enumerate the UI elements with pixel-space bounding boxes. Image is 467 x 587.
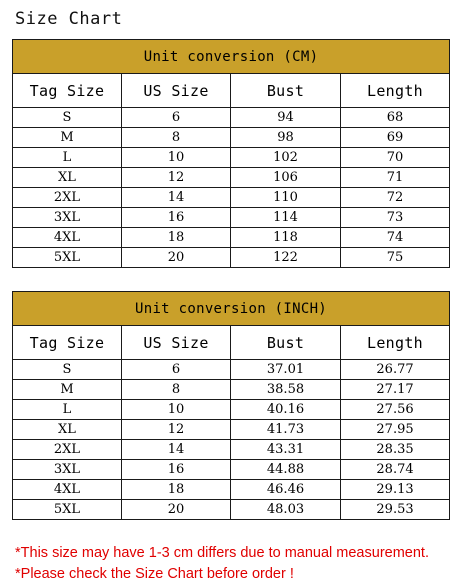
bust-cell: 43.31: [231, 440, 341, 460]
tag-size-cell: 4XL: [13, 480, 122, 500]
tag-size-cell: M: [13, 128, 122, 148]
length-cell: 29.13: [341, 480, 450, 500]
length-cell: 28.74: [341, 460, 450, 480]
column-header-us-size: US Size: [122, 74, 231, 108]
us-size-cell: 20: [122, 248, 231, 268]
bust-cell: 94: [231, 108, 341, 128]
bust-cell: 46.46: [231, 480, 341, 500]
length-cell: 72: [341, 188, 450, 208]
bust-cell: 110: [231, 188, 341, 208]
us-size-cell: 18: [122, 228, 231, 248]
length-cell: 27.17: [341, 380, 450, 400]
table-row: [13, 480, 450, 500]
table-row: [13, 108, 450, 128]
us-size-cell: 14: [122, 440, 231, 460]
length-cell: 74: [341, 228, 450, 248]
length-cell: 28.35: [341, 440, 450, 460]
length-cell: 69: [341, 128, 450, 148]
tag-size-cell: 3XL: [13, 460, 122, 480]
check-chart-note: *Please check the Size Chart before order !: [15, 566, 294, 582]
bust-cell: 102: [231, 148, 341, 168]
us-size-cell: 8: [122, 380, 231, 400]
bust-cell: 98: [231, 128, 341, 148]
us-size-cell: 14: [122, 188, 231, 208]
table-body: [13, 360, 450, 520]
us-size-cell: 12: [122, 420, 231, 440]
table-row: [13, 380, 450, 400]
us-size-cell: 6: [122, 360, 231, 380]
bust-cell: 114: [231, 208, 341, 228]
tag-size-cell: 4XL: [13, 228, 122, 248]
bust-cell: 122: [231, 248, 341, 268]
bust-cell: 38.58: [231, 380, 341, 400]
table-row: [13, 440, 450, 460]
size-table-cm: [12, 39, 450, 268]
column-header-length: Length: [341, 326, 450, 360]
tag-size-cell: L: [13, 400, 122, 420]
bust-cell: 40.16: [231, 400, 341, 420]
column-header-length: Length: [341, 74, 450, 108]
table-caption: Unit conversion (CM): [13, 40, 450, 74]
us-size-cell: 16: [122, 208, 231, 228]
length-cell: 71: [341, 168, 450, 188]
bust-cell: 48.03: [231, 500, 341, 520]
tag-size-cell: S: [13, 360, 122, 380]
tag-size-cell: 2XL: [13, 440, 122, 460]
length-cell: 70: [341, 148, 450, 168]
table-row: [13, 248, 450, 268]
us-size-cell: 12: [122, 168, 231, 188]
table-row: [13, 500, 450, 520]
table-row: [13, 148, 450, 168]
length-cell: 26.77: [341, 360, 450, 380]
measurement-note: *This size may have 1-3 cm differs due to manual measurement.: [15, 545, 429, 561]
tag-size-cell: M: [13, 380, 122, 400]
length-cell: 75: [341, 248, 450, 268]
column-header-tag-size: Tag Size: [13, 74, 122, 108]
table-row: [13, 360, 450, 380]
table-row: [13, 228, 450, 248]
us-size-cell: 8: [122, 128, 231, 148]
length-cell: 68: [341, 108, 450, 128]
tag-size-cell: 2XL: [13, 188, 122, 208]
tag-size-cell: XL: [13, 420, 122, 440]
tag-size-cell: XL: [13, 168, 122, 188]
tag-size-cell: S: [13, 108, 122, 128]
tag-size-cell: 5XL: [13, 500, 122, 520]
us-size-cell: 20: [122, 500, 231, 520]
table-row: [13, 400, 450, 420]
table-row: [13, 188, 450, 208]
table-row: [13, 128, 450, 148]
us-size-cell: 18: [122, 480, 231, 500]
bust-cell: 106: [231, 168, 341, 188]
page-title: Size Chart: [15, 9, 123, 29]
tag-size-cell: L: [13, 148, 122, 168]
table-body: [13, 108, 450, 268]
table-row: [13, 420, 450, 440]
tag-size-cell: 3XL: [13, 208, 122, 228]
length-cell: 27.95: [341, 420, 450, 440]
table-row: [13, 460, 450, 480]
length-cell: 29.53: [341, 500, 450, 520]
bust-cell: 44.88: [231, 460, 341, 480]
tag-size-cell: 5XL: [13, 248, 122, 268]
length-cell: 27.56: [341, 400, 450, 420]
us-size-cell: 6: [122, 108, 231, 128]
table-row: [13, 168, 450, 188]
column-header-bust: Bust: [231, 74, 341, 108]
us-size-cell: 10: [122, 148, 231, 168]
length-cell: 73: [341, 208, 450, 228]
column-header-tag-size: Tag Size: [13, 326, 122, 360]
bust-cell: 37.01: [231, 360, 341, 380]
column-header-us-size: US Size: [122, 326, 231, 360]
table-caption: Unit conversion (INCH): [13, 292, 450, 326]
table-row: [13, 208, 450, 228]
column-header-bust: Bust: [231, 326, 341, 360]
us-size-cell: 16: [122, 460, 231, 480]
size-table-inch: [12, 291, 450, 520]
bust-cell: 41.73: [231, 420, 341, 440]
bust-cell: 118: [231, 228, 341, 248]
us-size-cell: 10: [122, 400, 231, 420]
